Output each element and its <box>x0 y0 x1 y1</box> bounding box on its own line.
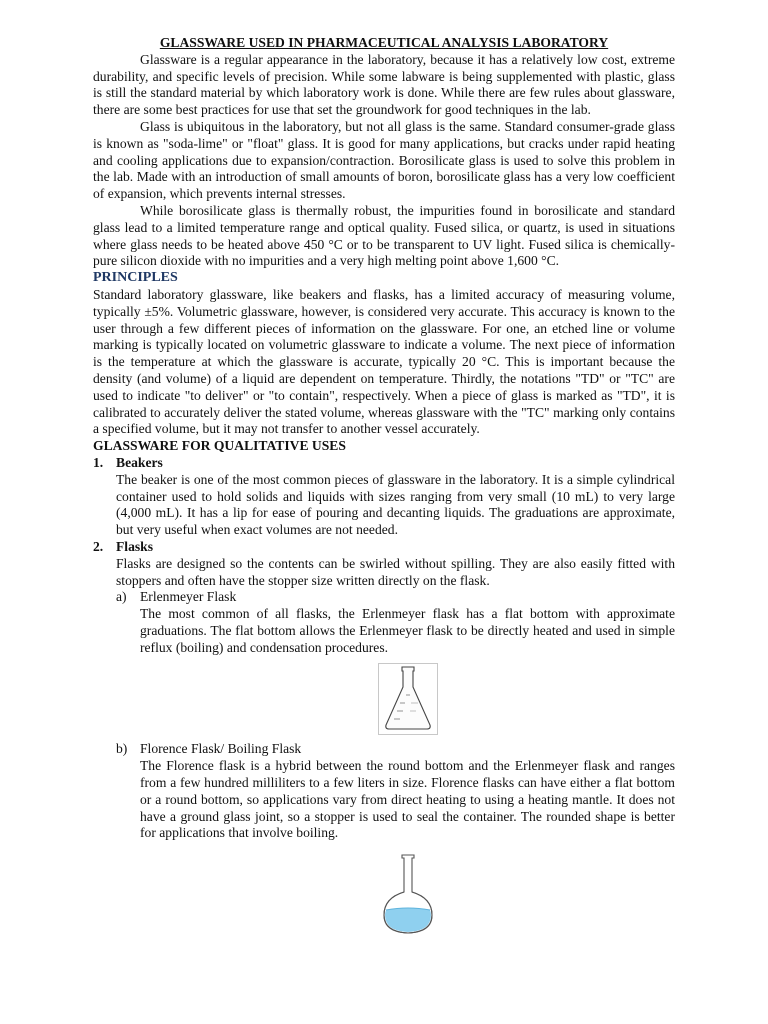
principles-heading: PRINCIPLES <box>93 270 178 286</box>
document-page <box>93 35 675 941</box>
florence-paragraph: The Florence flask is a hybrid between the round bottom and the Erlenmeyer flask and ranges from a few hundred milliliters to a few liters in size. Florence flasks can have either a flat bottom or a round bottom, so applications vary from direct heating to using a heating mantle. It does not have a ground glass joint, so a stopper is used to seal the container. The rounded shape is better for applications that involve boiling. <box>140 758 675 841</box>
item-number: 1. <box>93 454 104 470</box>
erlenmeyer-flask-figure <box>116 663 675 737</box>
beakers-paragraph: The beaker is one of the most common pieces of glassware in the laboratory. It is a simple cylindrical container used to hold solids and liquids with sizes ranging from very small (10 mL) to very large (4,000 mL). It has a lip for ease of pouring and decanting liquids. The graduations are approximate, but very useful when exact volumes are not needed. <box>116 471 675 538</box>
subitem-label: a) <box>116 589 127 605</box>
subitem-heading-florence <box>116 741 675 758</box>
item-heading-flasks <box>93 538 675 556</box>
subitem-name: Erlenmeyer Flask <box>140 589 237 605</box>
item-heading-beakers <box>93 454 675 472</box>
erlenmeyer-paragraph: The most common of all flasks, the Erlenmeyer flask has a flat bottom with approximate graduations. The flat bottom allows the Erlenmeyer flask to be directly heated and used in simple reflux (boiling) and condensation procedures. <box>140 606 675 655</box>
item-number: 2. <box>93 538 104 554</box>
florence-flask-figure <box>116 852 675 941</box>
intro-paragraph-2: Glass is ubiquitous in the laboratory, but not all glass is the same. Standard consumer-grade glass is known as "soda-lime" or "float" glass. It is good for many applications, but cracks under rapid heating and cooling applications due to expansion/contraction. Borosilicate glass is used to solve this problem in the lab. Made with an introduction of small amounts of boron, borosilicate glass has a very low coefficient of expansion, which prevents internal stresses. <box>93 118 675 202</box>
document-title: GLASSWARE USED IN PHARMACEUTICAL ANALYSIS LABORATORY <box>159 35 609 50</box>
item-name: Flasks <box>116 538 154 554</box>
intro-paragraph-1: Glassware is a regular appearance in the laboratory, because it has a relatively low cost, extreme durability, and specific levels of precision. While some labware is being supplemented with plastic, glass is still the standard material by which laboratory work is done. While there are few rules about glassware, there are some best practices for use that set the groundwork for good techniques in the lab. <box>93 51 675 118</box>
list-item-flasks <box>93 539 675 941</box>
florence-flask-icon <box>380 852 436 936</box>
erlenmeyer-flask-icon <box>378 663 438 735</box>
intro-paragraph-3: While borosilicate glass is thermally robust, the impurities found in borosilicate and standard glass lead to a limited temperature range and optical quality. Fused silica, or quartz, is used in situations where glass needs to be heated above 450 °C or to be transparent to UV light. Fused silica is chemically-pure silicon dioxide with no impurities and a very high melting point above 1,600 °C. <box>93 202 675 269</box>
subitem-heading-erlenmeyer <box>116 589 675 606</box>
subitem-name: Florence Flask/ Boiling Flask <box>140 741 302 757</box>
subitem-label: b) <box>116 741 128 757</box>
principles-paragraph: Standard laboratory glassware, like beakers and flasks, has a limited accuracy of measuring volume, typically ±5%. Volumetric glassware, however, is considered very accurate. This accuracy is known to the user through a few different pieces of information on the glassware. For one, an etched line or volume marking is typically located on volumetric glassware to indicate a volume. The next piece of information is the temperature at which the glassware is accurate, typically 20 °C. This is important because the density (and volume) of a liquid are dependent on temperature. Thirdly, the notations "TD" or "TC" are used to indicate "to deliver" or "to contain", respectively. When a piece of glass is marked as "TD", it is calibrated to accurately deliver the stated volume, whereas glassware with the "TC" marking only contains a specified volume, but it may not transfer to another vessel accurately. <box>93 286 675 437</box>
qualitative-heading: GLASSWARE FOR QUALITATIVE USES <box>93 438 346 454</box>
list-item-beakers <box>93 455 675 539</box>
flasks-paragraph: Flasks are designed so the contents can be swirled without spilling. They are also easily fitted with stoppers and often have the stopper size written directly on the flask. <box>116 555 675 588</box>
item-name: Beakers <box>116 454 163 470</box>
